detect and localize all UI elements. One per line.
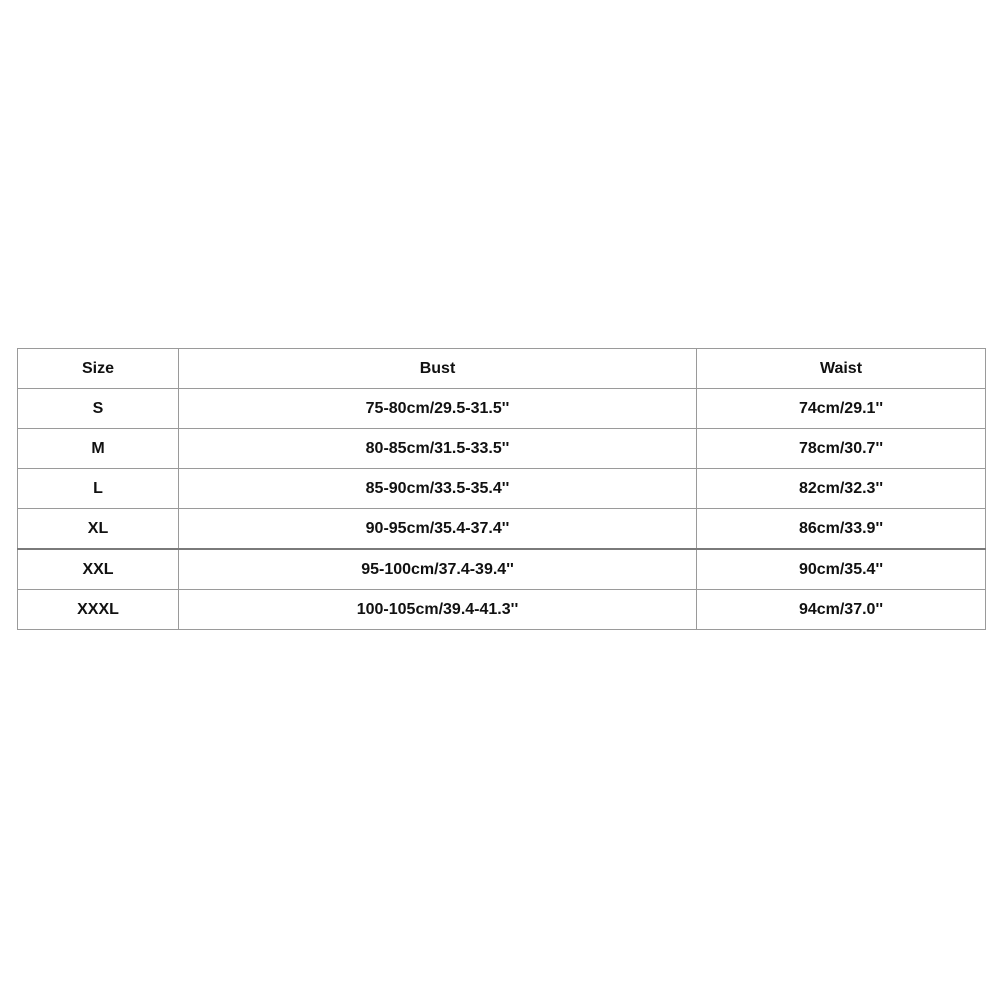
table-row: [18, 389, 986, 429]
table-row: [18, 469, 986, 509]
table-row: [18, 509, 986, 550]
header-waist: Waist: [697, 349, 986, 389]
cell-waist: 90cm/35.4'': [697, 549, 986, 590]
cell-waist: 86cm/33.9'': [697, 509, 986, 550]
cell-waist: 82cm/32.3'': [697, 469, 986, 509]
cell-waist: 78cm/30.7'': [697, 429, 986, 469]
cell-size: S: [18, 389, 179, 429]
cell-size: L: [18, 469, 179, 509]
cell-bust: 100-105cm/39.4-41.3'': [179, 590, 697, 630]
table-row: [18, 590, 986, 630]
table-row: [18, 549, 986, 590]
cell-bust: 90-95cm/35.4-37.4'': [179, 509, 697, 550]
header-bust: Bust: [179, 349, 697, 389]
cell-bust: 80-85cm/31.5-33.5'': [179, 429, 697, 469]
cell-size: XXXL: [18, 590, 179, 630]
cell-bust: 85-90cm/33.5-35.4'': [179, 469, 697, 509]
header-size: Size: [18, 349, 179, 389]
cell-size: XL: [18, 509, 179, 550]
cell-waist: 74cm/29.1'': [697, 389, 986, 429]
table-row: [18, 429, 986, 469]
cell-size: M: [18, 429, 179, 469]
cell-bust: 75-80cm/29.5-31.5'': [179, 389, 697, 429]
size-chart-table: [17, 348, 986, 630]
cell-size: XXL: [18, 549, 179, 590]
cell-bust: 95-100cm/37.4-39.4'': [179, 549, 697, 590]
cell-waist: 94cm/37.0'': [697, 590, 986, 630]
table-header-row: [18, 349, 986, 389]
